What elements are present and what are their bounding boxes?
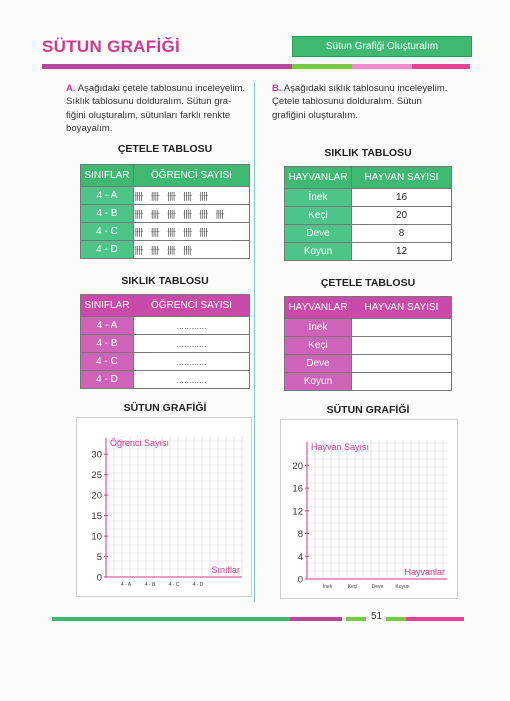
section-banner: Sütun Grafiği Oluşturalım [292, 36, 472, 57]
row-label: İnek [285, 319, 352, 337]
row-label: 4 - B [81, 335, 134, 353]
part-a-line-2: Sıklık tablosunu dolduralım. Sütun gra- [66, 96, 232, 108]
y-tick-label: 5 [96, 552, 102, 564]
part-b-tally-title: ÇETELE TABLOSU [320, 277, 416, 289]
freq-header-count: HAYVAN SAYISI [352, 167, 452, 189]
table-row [285, 355, 452, 373]
color-strip-1 [42, 64, 292, 69]
row-label: Deve [285, 225, 352, 243]
x-tick-label: Deve [371, 584, 384, 590]
tally-header-animals: HAYVANLAR [285, 297, 352, 319]
y-tick-label: 20 [91, 490, 102, 502]
part-a-line-1: A. Aşağıdaki çetele tablosunu inceleyelim. [66, 83, 246, 94]
part-a-freq-table [80, 294, 250, 389]
table-row [81, 335, 250, 353]
table-row [81, 223, 250, 241]
row-label: Keçi [285, 337, 352, 355]
table-row [81, 187, 250, 205]
table-row [285, 337, 452, 355]
row-value: 20 [352, 207, 452, 225]
x-axis-label: Sınıflar [211, 565, 240, 575]
part-a-freq-title: SIKLIK TABLOSU [121, 275, 209, 287]
x-tick-label: 4 - A [120, 582, 132, 588]
footer-strip-1 [52, 617, 290, 621]
tally-header-count: ÖĞRENCİ SAYISI [134, 165, 250, 187]
y-tick-label: 0 [96, 572, 102, 584]
row-label: 4 - A [81, 317, 134, 335]
page-number: 51 [368, 611, 385, 622]
answer-blank[interactable] [352, 355, 452, 373]
freq-header-classes: SINIFLAR [81, 295, 134, 317]
answer-blank[interactable] [352, 373, 452, 391]
row-label: 4 - D [81, 241, 134, 259]
footer-strip-3 [346, 617, 366, 621]
part-b-line-1: B. Aşağıdaki sıklık tablosunu inceleyelim. [272, 83, 448, 94]
part-a-instructions [66, 82, 254, 135]
table-row [285, 225, 452, 243]
tally-marks: 卌 卌 卌 卌 卌 [134, 223, 250, 241]
y-axis-label: Hayvan Sayısı [311, 442, 370, 452]
part-b-tally-table [284, 296, 452, 391]
table-row [81, 205, 250, 223]
part-b-freq-title: SIKLIK TABLOSU [324, 147, 412, 159]
freq-header-animals: HAYVANLAR [285, 167, 352, 189]
y-tick-label: 12 [292, 506, 303, 518]
row-label: 4 - B [81, 205, 134, 223]
x-tick-label: Koyun [395, 584, 410, 590]
y-tick-label: 8 [297, 529, 303, 541]
x-tick-label: 4 - D [192, 582, 204, 588]
table-row [81, 317, 250, 335]
y-tick-label: 0 [297, 574, 303, 586]
column-divider [254, 82, 255, 602]
row-label: Deve [285, 355, 352, 373]
tally-marks: 卌 卌 卌 卌 卌 [134, 187, 250, 205]
table-row [285, 319, 452, 337]
part-b-chart-title: SÜTUN GRAFİĞİ [326, 404, 410, 416]
part-a-letter: A. [66, 83, 76, 94]
tally-marks: 卌 卌 卌 卌 [134, 241, 250, 259]
footer-strip-5 [406, 617, 464, 621]
part-b-line-2: Çetele tablosunu dolduralım. Sütun [272, 96, 422, 108]
row-label: İnek [285, 189, 352, 207]
part-b-instructions [272, 82, 472, 122]
answer-blank[interactable]: ............ [134, 371, 250, 389]
row-label: Keçi [285, 207, 352, 225]
y-tick-label: 10 [91, 531, 102, 543]
row-label: 4 - A [81, 187, 134, 205]
row-value: 8 [352, 225, 452, 243]
x-axis-label: Hayvanlar [404, 567, 445, 577]
tally-header-count: HAYVAN SAYISI [352, 297, 452, 319]
freq-header-count: ÖĞRENCİ SAYISI [134, 295, 250, 317]
answer-blank[interactable]: ............ [134, 353, 250, 371]
x-tick-label: 4 - C [168, 582, 180, 588]
y-tick-label: 20 [292, 460, 303, 472]
color-strip-2 [292, 64, 352, 69]
table-row [81, 353, 250, 371]
part-b-letter: B. [272, 83, 282, 94]
part-b-freq-table [284, 166, 452, 261]
color-strip-4 [412, 64, 470, 69]
row-label: 4 - C [81, 223, 134, 241]
answer-blank[interactable] [352, 337, 452, 355]
y-axis-label: Öğrenci Sayısı [110, 438, 170, 448]
answer-blank[interactable] [352, 319, 452, 337]
table-row [285, 207, 452, 225]
x-tick-label: Keçi [347, 584, 358, 590]
row-label: Koyun [285, 373, 352, 391]
y-tick-label: 15 [91, 511, 102, 523]
tally-header-classes: SINIFLAR [81, 165, 134, 187]
part-a-tally-title: ÇETELE TABLOSU [117, 143, 213, 155]
table-row [285, 373, 452, 391]
y-tick-label: 25 [91, 470, 102, 482]
table-row [285, 243, 452, 261]
part-a-line-3: fiğini oluşturalım, sütunları farklı renkte [66, 109, 231, 121]
row-label: 4 - C [81, 353, 134, 371]
part-a-tally-table [80, 164, 250, 259]
page-title: SÜTUN GRAFİĞİ [42, 37, 181, 56]
row-value: 12 [352, 243, 452, 261]
table-row [285, 189, 452, 207]
part-b-line-3: grafiğini oluşturalım. [272, 109, 358, 121]
row-value: 16 [352, 189, 452, 207]
part-a-line-4: boyayalım. [66, 122, 113, 134]
tally-marks: 卌 卌 卌 卌 卌 卌 [134, 205, 250, 223]
footer-strip-4 [386, 617, 406, 621]
answer-blank[interactable]: ............ [134, 317, 250, 335]
table-row [81, 371, 250, 389]
y-tick-label: 30 [91, 449, 102, 461]
table-row [81, 241, 250, 259]
x-tick-label: 4 - B [144, 582, 156, 588]
row-label: Koyun [285, 243, 352, 261]
answer-blank[interactable]: ............ [134, 335, 250, 353]
color-strip-3 [352, 64, 412, 69]
part-a-chart-title: SÜTUN GRAFİĞİ [123, 402, 207, 414]
row-label: 4 - D [81, 371, 134, 389]
part-a-bar-chart[interactable] [76, 417, 252, 597]
x-tick-label: İnek [322, 584, 333, 590]
part-b-bar-chart[interactable] [280, 419, 458, 599]
y-tick-label: 16 [292, 483, 303, 495]
footer-strip-2 [290, 617, 342, 621]
y-tick-label: 4 [297, 551, 303, 563]
